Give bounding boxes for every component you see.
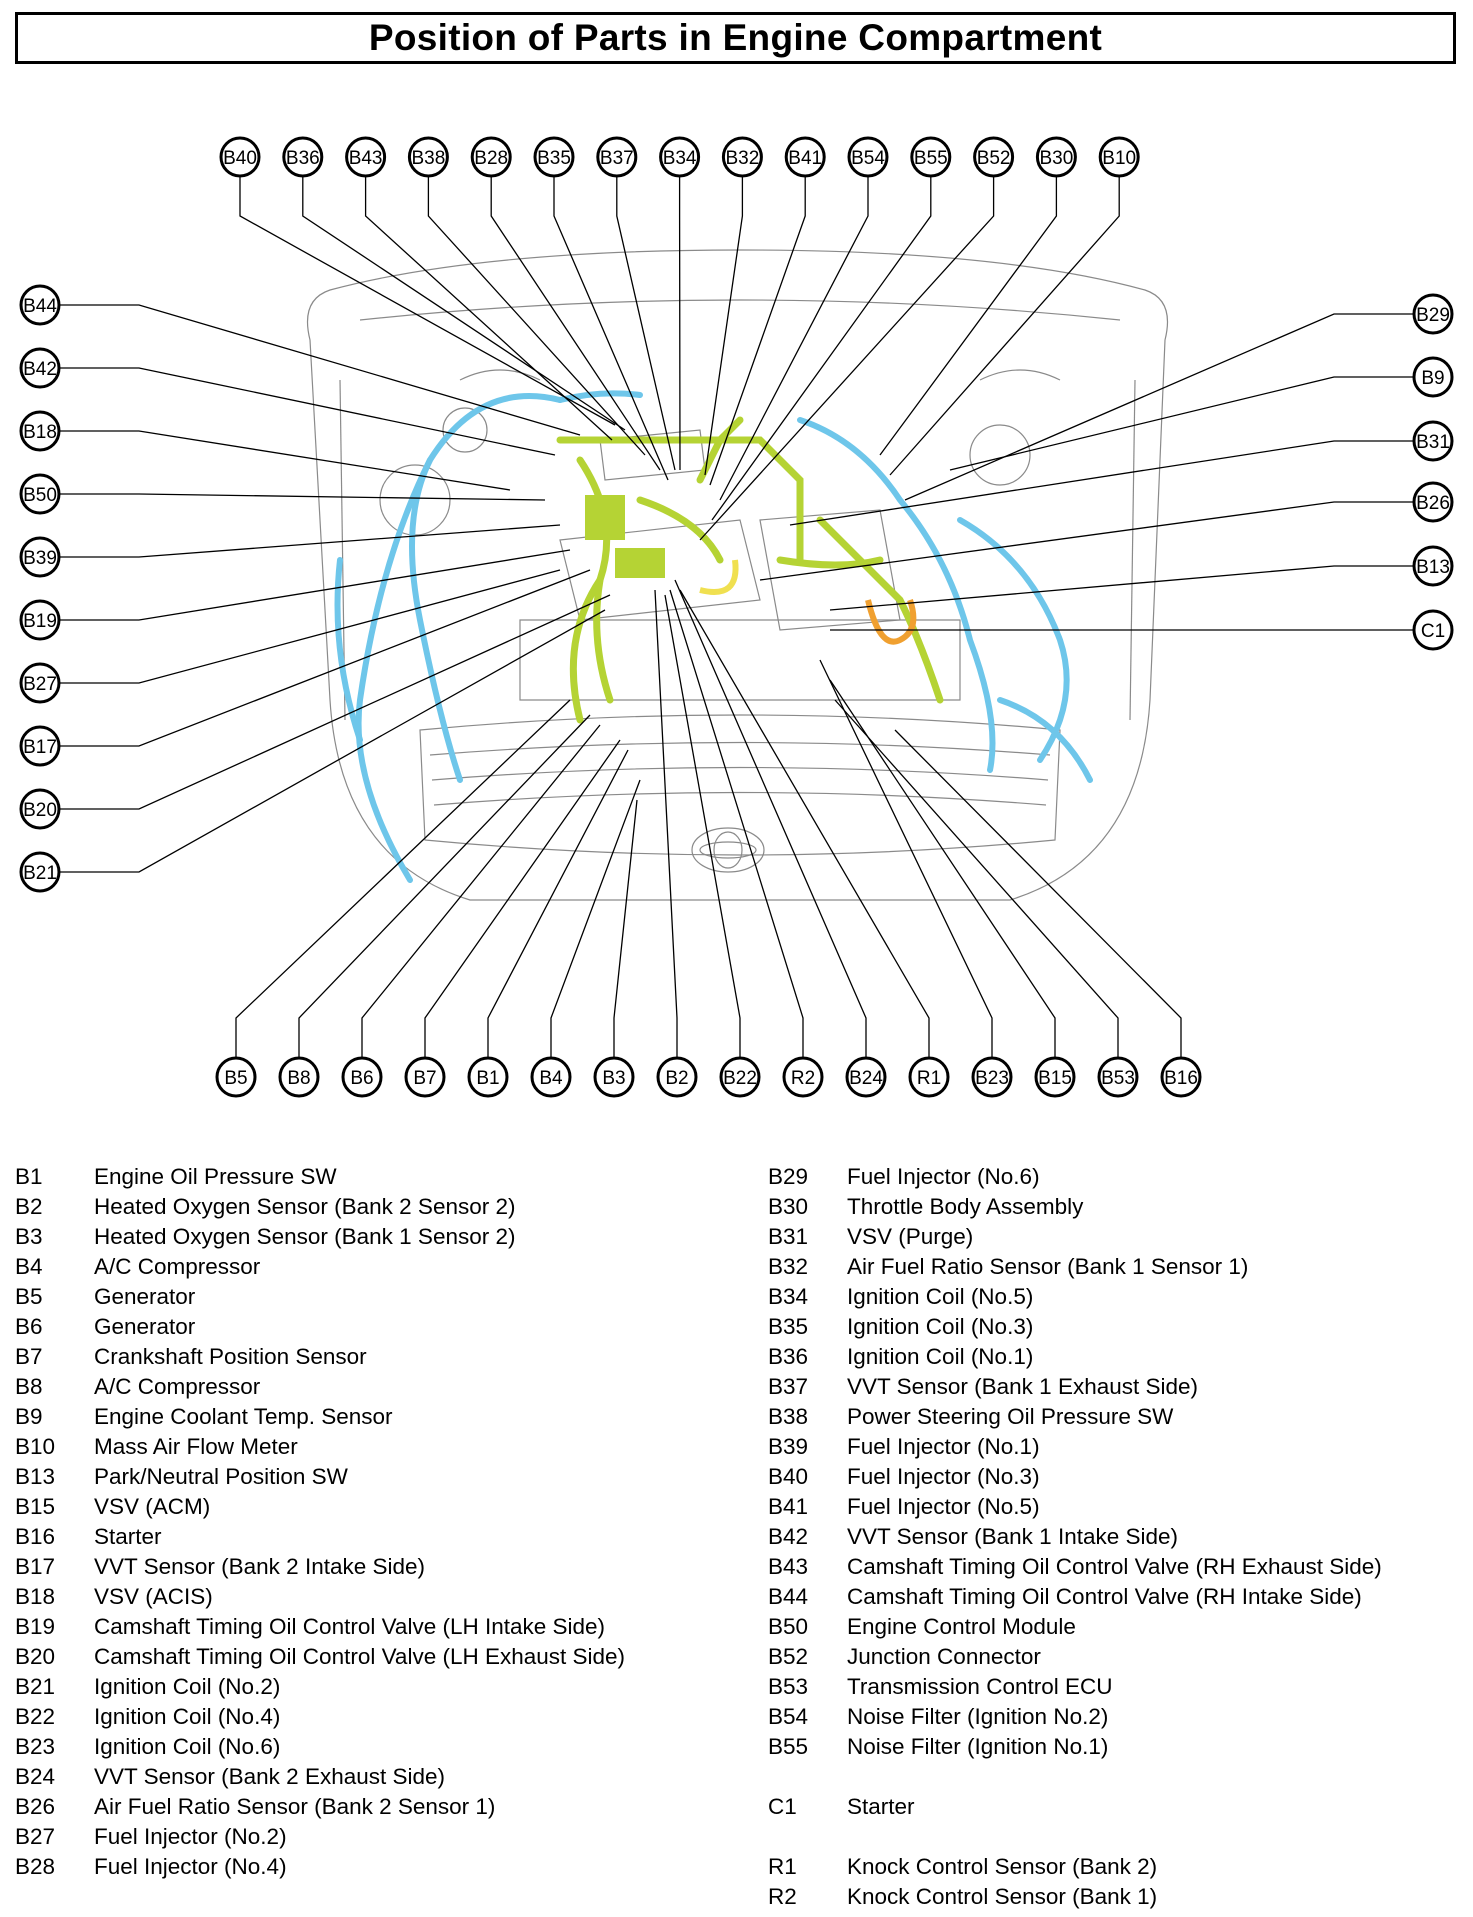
callout-label: B41	[788, 148, 823, 169]
leader-line-r2	[670, 590, 803, 1058]
legend-part-name: Fuel Injector (No.1)	[847, 1434, 1040, 1459]
leader-line-b40	[240, 176, 615, 425]
callout-label: B43	[348, 148, 383, 169]
legend-part-name: Ignition Coil (No.1)	[847, 1344, 1034, 1369]
legend-code: B1	[15, 1164, 43, 1189]
leader-line-b43	[366, 176, 612, 440]
callout-b29	[1414, 295, 1452, 333]
legend-part-name: VSV (ACIS)	[94, 1584, 213, 1609]
legend-item	[768, 1312, 1382, 1342]
legend-item	[768, 1882, 1382, 1912]
callout-label: B10	[1102, 148, 1137, 169]
legend-part-name: Crankshaft Position Sensor	[94, 1344, 367, 1369]
callout-b15	[1036, 1058, 1074, 1096]
legend-item	[15, 1342, 625, 1372]
callout-b37	[598, 138, 636, 176]
legend-code: C1	[768, 1794, 797, 1819]
callout-label: B22	[723, 1068, 757, 1089]
callout-b22	[721, 1058, 759, 1096]
legend-code: B27	[15, 1824, 56, 1849]
callout-b1	[469, 1058, 507, 1096]
leader-line-b22	[665, 595, 740, 1058]
legend-part-name: Heated Oxygen Sensor (Bank 1 Sensor 2)	[94, 1224, 516, 1249]
legend-code: B52	[768, 1644, 809, 1669]
legend-item	[768, 1672, 1382, 1702]
callout-b31	[1414, 422, 1452, 460]
legend-item	[15, 1792, 625, 1822]
callout-b6	[343, 1058, 381, 1096]
leader-line-r1	[680, 590, 929, 1058]
callout-label: B4	[539, 1068, 563, 1089]
legend-code: B16	[15, 1524, 56, 1549]
callout-label: B27	[23, 674, 57, 695]
callout-label: B18	[23, 422, 57, 443]
leader-line-b52	[700, 176, 994, 540]
legend-part-name: Ignition Coil (No.2)	[94, 1674, 281, 1699]
leader-line-b50	[59, 494, 545, 500]
legend-code: B35	[768, 1314, 809, 1339]
yellow-hose	[700, 560, 736, 592]
connector-block	[585, 495, 625, 540]
legend-part-name: Air Fuel Ratio Sensor (Bank 1 Sensor 1)	[847, 1254, 1249, 1279]
callout-b27	[21, 664, 59, 702]
legend-item	[15, 1582, 625, 1612]
callout-b55	[912, 138, 950, 176]
legend-part-name: Engine Control Module	[847, 1614, 1076, 1639]
leader-line-b26	[760, 502, 1414, 580]
legend-item	[768, 1282, 1382, 1312]
callout-b32	[723, 138, 761, 176]
legend-code: B21	[15, 1674, 56, 1699]
legend-part-name: Ignition Coil (No.3)	[847, 1314, 1034, 1339]
legend-left-column	[15, 1162, 625, 1882]
callout-label: B34	[662, 148, 697, 169]
legend-part-name: Throttle Body Assembly	[847, 1194, 1084, 1219]
legend-item	[768, 1222, 1382, 1252]
legend-item	[768, 1582, 1382, 1612]
legend-code: B37	[768, 1374, 809, 1399]
legend-item	[768, 1252, 1382, 1282]
legend-code: B38	[768, 1404, 809, 1429]
legend-code: B2	[15, 1194, 43, 1219]
legend-item	[768, 1612, 1382, 1642]
legend-item	[768, 1192, 1382, 1222]
legend-item	[15, 1552, 625, 1582]
leader-line-b2	[655, 590, 677, 1058]
legend-code: B36	[768, 1344, 809, 1369]
callout-label: B55	[913, 148, 948, 169]
callout-label: B28	[474, 148, 509, 169]
callout-b44	[21, 286, 59, 324]
legend-part-name: A/C Compressor	[94, 1254, 261, 1279]
legend-part-name: Ignition Coil (No.6)	[94, 1734, 281, 1759]
callout-b43	[347, 138, 385, 176]
legend-code: R1	[768, 1854, 797, 1879]
callout-b36	[284, 138, 322, 176]
callout-b34	[661, 138, 699, 176]
legend-item	[768, 1702, 1382, 1732]
callout-label: B38	[411, 148, 446, 169]
callout-b5	[217, 1058, 255, 1096]
legend-code: B26	[15, 1794, 56, 1819]
legend-code: B7	[15, 1344, 43, 1369]
legend-code: R2	[768, 1884, 797, 1909]
callout-r2	[784, 1058, 822, 1096]
callout-label: B44	[23, 296, 57, 317]
callout-label: B32	[725, 148, 760, 169]
legend-part-name: Camshaft Timing Oil Control Valve (RH Exhaust Side)	[847, 1554, 1382, 1579]
callout-label: B21	[23, 863, 57, 884]
legend-item	[15, 1372, 625, 1402]
ecm-block	[615, 548, 665, 578]
callout-label: B31	[1416, 432, 1450, 453]
legend-item	[768, 1792, 1382, 1822]
callout-b53	[1099, 1058, 1137, 1096]
legend-item	[15, 1192, 625, 1222]
callout-label: B1	[476, 1068, 500, 1089]
callout-label: B5	[224, 1068, 248, 1089]
legend-item	[15, 1312, 625, 1342]
legend-code: B30	[768, 1194, 809, 1219]
legend-code: B39	[768, 1434, 809, 1459]
legend-part-name: VVT Sensor (Bank 2 Exhaust Side)	[94, 1764, 446, 1789]
callout-label: B9	[1421, 368, 1445, 389]
callout-b4	[532, 1058, 570, 1096]
legend-item	[15, 1402, 625, 1432]
callout-label: B23	[975, 1068, 1009, 1089]
legend-item	[15, 1222, 625, 1252]
legend-item	[15, 1522, 625, 1552]
legend-part-name: Junction Connector	[847, 1644, 1041, 1669]
leader-line-b27	[59, 570, 560, 683]
callout-label: B3	[602, 1068, 626, 1089]
leader-line-b15	[830, 680, 1055, 1058]
callout-r1	[910, 1058, 948, 1096]
callout-label: B37	[599, 148, 634, 169]
legend-part-name: Mass Air Flow Meter	[94, 1434, 298, 1459]
callout-label: B42	[23, 359, 57, 380]
leader-line-b54	[720, 176, 868, 500]
legend-code: B31	[768, 1224, 809, 1249]
leader-lines	[59, 176, 1414, 1058]
legend-part-name: Noise Filter (Ignition No.1)	[847, 1734, 1109, 1759]
leader-line-b55	[712, 176, 931, 520]
callout-b35	[535, 138, 573, 176]
legend-code: B19	[15, 1614, 56, 1639]
leader-line-b32	[705, 176, 742, 475]
legend-part-name: Power Steering Oil Pressure SW	[847, 1404, 1174, 1429]
leader-line-b31	[790, 441, 1414, 525]
callout-label: R1	[916, 1068, 942, 1089]
callout-b26	[1414, 483, 1452, 521]
callout-label: B36	[285, 148, 320, 169]
leader-line-b20	[59, 595, 610, 809]
callout-b20	[21, 790, 59, 828]
leader-line-b37	[617, 176, 675, 470]
legend-item	[15, 1462, 625, 1492]
legend-code: B34	[768, 1284, 809, 1309]
legend-code: B28	[15, 1854, 56, 1879]
callout-b40	[221, 138, 259, 176]
legend-code: B13	[15, 1464, 56, 1489]
legend-item	[15, 1162, 625, 1192]
legend-part-name: Ignition Coil (No.5)	[847, 1284, 1034, 1309]
legend-code: B43	[768, 1554, 809, 1579]
legend-part-name: Starter	[94, 1524, 162, 1549]
legend-item	[15, 1732, 625, 1762]
legend-item	[768, 1372, 1382, 1402]
legend-part-name: VSV (ACM)	[94, 1494, 211, 1519]
legend-part-name: VSV (Purge)	[847, 1224, 974, 1249]
callout-b54	[849, 138, 887, 176]
legend-item	[15, 1702, 625, 1732]
leader-line-b8	[299, 715, 590, 1058]
legend-item	[768, 1732, 1382, 1762]
legend-code: B5	[15, 1284, 43, 1309]
legend-code: B29	[768, 1164, 809, 1189]
legend-item	[15, 1252, 625, 1282]
leader-line-b6	[362, 725, 600, 1058]
callout-label: B40	[223, 148, 257, 169]
legend-code: B54	[768, 1704, 809, 1729]
legend-item	[15, 1642, 625, 1672]
legend-item	[768, 1642, 1382, 1672]
callout-b41	[786, 138, 824, 176]
leader-line-b7	[425, 740, 620, 1058]
legend-item	[768, 1552, 1382, 1582]
callout-b28	[472, 138, 510, 176]
legend-code: B55	[768, 1734, 809, 1759]
legend-part-name: A/C Compressor	[94, 1374, 261, 1399]
callout-b17	[21, 727, 59, 765]
callout-b3	[595, 1058, 633, 1096]
callout-b10	[1100, 138, 1138, 176]
legend-item	[15, 1432, 625, 1462]
legend-code: B50	[768, 1614, 809, 1639]
legend-item	[15, 1762, 625, 1792]
legend-code: B32	[768, 1254, 809, 1279]
legend-code: B53	[768, 1674, 809, 1699]
callout-label: B39	[23, 548, 57, 569]
legend-part-name: Engine Coolant Temp. Sensor	[94, 1404, 393, 1429]
legend-spacer	[768, 1822, 1382, 1852]
callout-b30	[1037, 138, 1075, 176]
leader-line-b30	[880, 176, 1056, 455]
legend-part-name: Air Fuel Ratio Sensor (Bank 2 Sensor 1)	[94, 1794, 496, 1819]
legend-part-name: Generator	[94, 1284, 196, 1309]
legend-item	[768, 1432, 1382, 1462]
callout-b21	[21, 853, 59, 891]
legend-code: B6	[15, 1314, 43, 1339]
legend-code: B41	[768, 1494, 809, 1519]
legend-part-name: Fuel Injector (No.2)	[94, 1824, 287, 1849]
legend-part-name: Ignition Coil (No.4)	[94, 1704, 281, 1729]
leader-line-b39	[59, 525, 560, 557]
legend-item	[768, 1462, 1382, 1492]
legend-part-name: Noise Filter (Ignition No.2)	[847, 1704, 1109, 1729]
leader-line-b10	[890, 176, 1119, 475]
legend-part-name: Knock Control Sensor (Bank 2)	[847, 1854, 1158, 1879]
legend-code: B9	[15, 1404, 43, 1429]
legend-right-column	[768, 1162, 1382, 1912]
legend-item	[15, 1282, 625, 1312]
callout-label: B24	[849, 1068, 883, 1089]
legend-code: B4	[15, 1254, 43, 1279]
callout-label: B54	[851, 148, 885, 169]
callout-label: B19	[23, 611, 57, 632]
callout-b24	[847, 1058, 885, 1096]
legend-code: B42	[768, 1524, 809, 1549]
callout-b50	[21, 475, 59, 513]
callout-b13	[1414, 547, 1452, 585]
callout-label: B53	[1101, 1068, 1135, 1089]
callouts	[21, 138, 1452, 1096]
callout-b16	[1162, 1058, 1200, 1096]
callout-label: C1	[1420, 621, 1446, 642]
leader-line-b23	[820, 660, 992, 1058]
callout-b19	[21, 601, 59, 639]
callout-b23	[973, 1058, 1011, 1096]
legend-item	[768, 1522, 1382, 1552]
legend-item	[15, 1822, 625, 1852]
callout-label: B50	[23, 485, 57, 506]
legend-part-name: Fuel Injector (No.4)	[94, 1854, 287, 1879]
callout-b38	[409, 138, 447, 176]
callout-label: B13	[1416, 557, 1450, 578]
callout-label: B15	[1038, 1068, 1072, 1089]
callout-b9	[1414, 358, 1452, 396]
leader-line-b4	[551, 780, 640, 1058]
legend-code: B8	[15, 1374, 43, 1399]
callout-c1	[1414, 611, 1452, 649]
legend-item	[768, 1342, 1382, 1372]
legend-part-name: Generator	[94, 1314, 196, 1339]
legend-part-name: VVT Sensor (Bank 1 Intake Side)	[847, 1524, 1179, 1549]
callout-b52	[975, 138, 1013, 176]
callout-label: B17	[23, 737, 57, 758]
legend-code: B44	[768, 1584, 809, 1609]
callout-label: B7	[413, 1068, 437, 1089]
legend-item	[15, 1612, 625, 1642]
legend-part-name: Heated Oxygen Sensor (Bank 2 Sensor 2)	[94, 1194, 516, 1219]
legend-code: B40	[768, 1464, 809, 1489]
leader-line-b28	[491, 176, 660, 470]
legend-code: B20	[15, 1644, 56, 1669]
legend-item	[15, 1492, 625, 1522]
legend-code: B24	[15, 1764, 56, 1789]
legend-part-name: VVT Sensor (Bank 2 Intake Side)	[94, 1554, 426, 1579]
callout-label: B35	[537, 148, 571, 169]
leader-line-b19	[59, 550, 570, 620]
legend-spacer	[768, 1762, 1382, 1792]
blue-wire-harness	[338, 393, 1091, 880]
legend-code: B22	[15, 1704, 56, 1729]
leader-line-b24	[675, 580, 866, 1058]
leader-line-b9	[950, 377, 1414, 470]
legend-part-name: VVT Sensor (Bank 1 Exhaust Side)	[847, 1374, 1199, 1399]
leader-line-b21	[59, 610, 605, 872]
legend-item	[768, 1162, 1382, 1192]
legend-item	[768, 1492, 1382, 1522]
legend-part-name: Camshaft Timing Oil Control Valve (RH Intake Side)	[847, 1584, 1362, 1609]
legend-part-name: Knock Control Sensor (Bank 1)	[847, 1884, 1158, 1909]
callout-b42	[21, 349, 59, 387]
leader-line-b38	[428, 176, 645, 455]
callout-label: R2	[790, 1068, 816, 1089]
legend-part-name: Camshaft Timing Oil Control Valve (LH Intake Side)	[94, 1614, 606, 1639]
callout-label: B8	[287, 1068, 311, 1089]
callout-label: B2	[665, 1068, 689, 1089]
leader-line-b36	[303, 176, 625, 430]
leader-line-b1	[488, 750, 628, 1058]
legend-code: B17	[15, 1554, 56, 1579]
leader-line-b5	[236, 700, 570, 1058]
leader-line-b13	[830, 566, 1414, 610]
legend-item	[768, 1402, 1382, 1432]
legend-item	[15, 1672, 625, 1702]
callout-b7	[406, 1058, 444, 1096]
callout-b18	[21, 412, 59, 450]
legend-part-name: Starter	[847, 1794, 915, 1819]
callout-label: B16	[1164, 1068, 1198, 1089]
callout-label: B30	[1039, 148, 1074, 169]
callout-b39	[21, 538, 59, 576]
legend-code: B23	[15, 1734, 56, 1759]
legend-item	[15, 1852, 625, 1882]
callout-label: B6	[350, 1068, 374, 1089]
legend-code: B10	[15, 1434, 56, 1459]
legend-code: B15	[15, 1494, 56, 1519]
legend-part-name: Transmission Control ECU	[847, 1674, 1113, 1699]
callout-label: B20	[23, 800, 57, 821]
callout-label: B52	[976, 148, 1011, 169]
legend-part-name: Fuel Injector (No.5)	[847, 1494, 1040, 1519]
legend-part-name: Fuel Injector (No.3)	[847, 1464, 1040, 1489]
legend-part-name: Engine Oil Pressure SW	[94, 1164, 337, 1189]
legend-code: B3	[15, 1224, 43, 1249]
legend-part-name: Park/Neutral Position SW	[94, 1464, 348, 1489]
page-title: Position of Parts in Engine Compartment	[368, 17, 1103, 58]
callout-b2	[658, 1058, 696, 1096]
callout-label: B26	[1416, 493, 1450, 514]
callout-label: B29	[1416, 305, 1450, 326]
legend-item	[768, 1852, 1382, 1882]
callout-b8	[280, 1058, 318, 1096]
legend-code: B18	[15, 1584, 56, 1609]
legend-part-name: Fuel Injector (No.6)	[847, 1164, 1040, 1189]
legend-part-name: Camshaft Timing Oil Control Valve (LH Exhaust Side)	[94, 1644, 626, 1669]
